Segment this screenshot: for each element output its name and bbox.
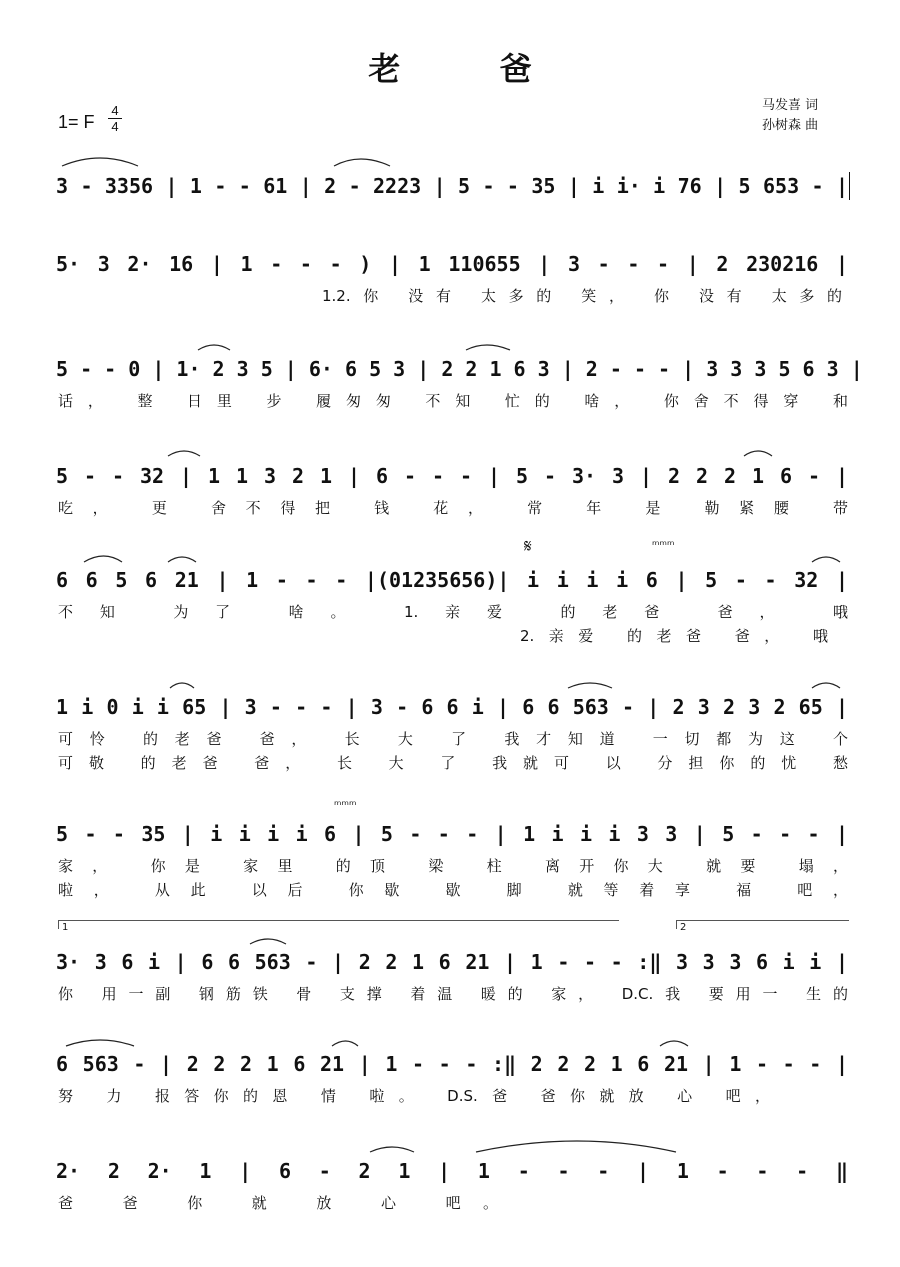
barline (849, 172, 850, 200)
lyric-line: 可怜 的老爸 爸， 长 大 了 我才知道 一切都为这 个 (58, 730, 848, 748)
trill-mark: ᵐᵐᵐ (652, 538, 675, 552)
lyric-line: 爸 爸 你 就 放 心 吧。 (58, 1194, 498, 1212)
key-signature: 1= F (58, 112, 95, 132)
lyric-line-verse-2: 啦， 从此 以后 你歇 歇 脚 就等着享 福 吧， (58, 881, 848, 899)
lyric-line: 不知 为了 啥。 1.亲爱 的老爸 爸， 哦 (58, 603, 848, 621)
staff-system-6 (0, 693, 900, 803)
lyric-line: 家， 你是 家里 的顶 梁 柱 离开你大 就要 塌， (58, 857, 848, 875)
lyric-line-verse-2: 2.亲爱 的老爸 爸， 哦 (520, 627, 828, 645)
composer-credit: 孙树森 曲 (762, 118, 819, 133)
segno-sign: 𝄋 (524, 536, 532, 557)
slur (250, 939, 286, 944)
staff-system-7 (0, 798, 900, 930)
slur (334, 159, 390, 166)
notation-line: 6 563 - | 2 2 2 1 6 21 | 1 - - - :‖ 2 2 2 1 6 21 | 1 - - - | (56, 1052, 848, 1076)
time-signature-numerator: 4 (111, 103, 119, 118)
notation-line: 5 - - 35 | i i i i 6 | 5 - - - | 1 i i i 3 3 | 5 - - - | (56, 822, 848, 846)
notation-line: 3 - 3356 | 1 - - 61 | 2 - 2223 | 5 - - 35 | i i· i 76 | 5 653 - | (56, 174, 848, 198)
notation-line: 5 - - 0 | 1· 2 3 5 | 6· 6 5 3 | 2 2 1 6 3 | 2 - - - | 3 3 3 5 6 3 | (56, 357, 863, 381)
staff-system-9 (0, 1050, 900, 1160)
volta-1-label: 1 (62, 922, 69, 933)
lyricist-credit: 马发喜 词 (762, 98, 819, 113)
notation-line: 1 i 0 i i 65 | 3 - - - | 3 - 6 6 i | 6 6 563 - | 2 3 2 3 2 65 | (56, 695, 848, 719)
notation-line: 6 6 5 6 21 | 1 - - - |(01235656)| i i i i 6 | 5 - - 32 | (56, 568, 848, 592)
volta-bracket-2 (676, 920, 849, 929)
lyric-line: 1.2.你 没有 太多的 笑， 你 没有 太多的 (322, 287, 842, 305)
lyric-line: 话， 整 日里 步 履匆匆 不知 忙的 啥， 你舍不得穿 和 (58, 392, 848, 410)
song-title: 老 爸 (368, 50, 576, 88)
lyric-line: 努 力 报答你的恩 情 啦。 D.S.爸 爸你就放 心 吧， (58, 1087, 770, 1105)
lyric-line: 吃， 更 舍不得把 钱 花， 常 年 是 勒紧腰 带 (58, 499, 848, 517)
slur (568, 683, 612, 688)
slur (62, 158, 138, 166)
notation-line: 5 - - 32 | 1 1 3 2 1 | 6 - - - | 5 - 3· 3 | 2 2 2 1 6 - | (56, 464, 848, 488)
volta-bracket-1 (58, 920, 619, 929)
notation-line: 3· 3 6 i | 6 6 563 - | 2 2 1 6 21 | 1 - - - :‖ 3 3 3 6 i i | (56, 950, 848, 974)
time-signature-denominator: 4 (111, 119, 119, 134)
staff-system-4 (0, 462, 900, 572)
staff-system-3 (0, 355, 900, 465)
trill-mark: ᵐᵐᵐ (334, 798, 357, 812)
slur (170, 683, 194, 688)
lyric-line-verse-2: 可敬 的老爸 爸， 长 大 了 我就可 以 分担你的忧 愁 (58, 754, 848, 772)
staff-system-8 (0, 922, 900, 1058)
staff-system-5 (0, 536, 900, 676)
notation-line: 2· 2 2· 1 | 6 - 2 1 | 1 - - - | 1 - - - ‖ (56, 1159, 848, 1183)
lyric-line: 你 用一副 钢筋铁 骨 支撑 着温 暖的 家， D.C.我 要用一 生的 (58, 985, 848, 1003)
slur (812, 683, 840, 688)
staff-system-2 (0, 250, 900, 360)
time-signature (106, 103, 124, 134)
credits (762, 96, 818, 136)
notation-line: 5· 3 2· 16 | 1 - - - ) | 1 110655 | 3 - - - | 2 230216 | (56, 252, 848, 276)
volta-2-label: 2 (680, 922, 687, 933)
staff-system-10 (0, 1157, 900, 1267)
